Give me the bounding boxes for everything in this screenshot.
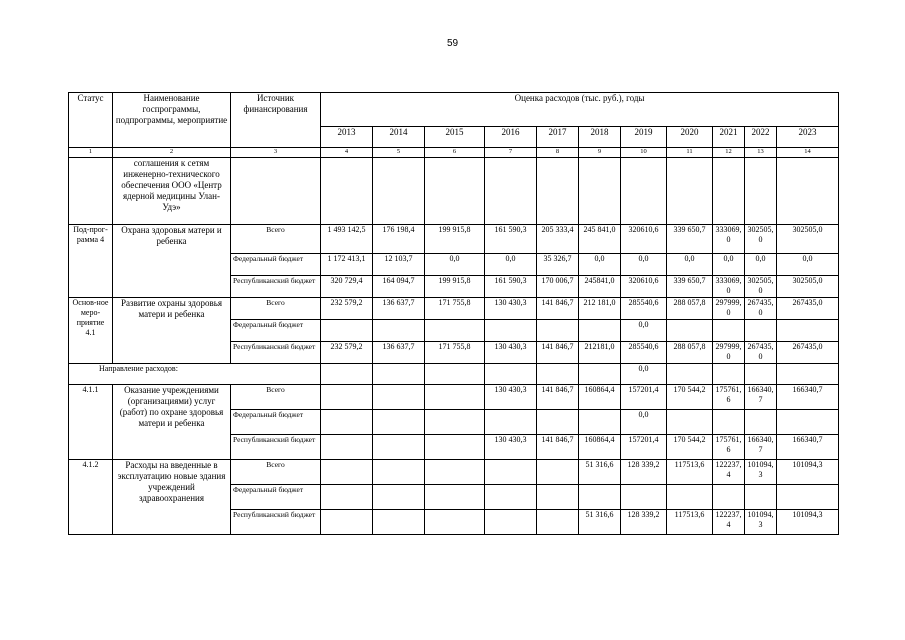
value-cell: 212 181,0 — [579, 298, 621, 320]
value-cell: 175761,6 — [713, 385, 745, 410]
value-cell: 0,0 — [777, 254, 839, 276]
value-cell: 212181,0 — [579, 342, 621, 364]
column-number: 10 — [621, 148, 667, 158]
value-cell: 176 198,4 — [373, 225, 425, 254]
year-header: 2014 — [373, 127, 425, 148]
value-cell — [373, 485, 425, 510]
funding-source: Федеральный бюджет — [231, 410, 321, 435]
value-cell: 267435,0 — [777, 342, 839, 364]
column-number: 1 — [69, 148, 113, 158]
value-cell: 0,0 — [745, 254, 777, 276]
value-cell: 175761,6 — [713, 435, 745, 460]
year-header: 2019 — [621, 127, 667, 148]
value-cell — [425, 320, 485, 342]
value-cell: 122237,4 — [713, 510, 745, 535]
value-cell: 141 846,7 — [537, 385, 579, 410]
year-header: 2022 — [745, 127, 777, 148]
table-row — [69, 460, 839, 485]
value-cell: 0,0 — [667, 254, 713, 276]
value-cell: 267435,0 — [745, 342, 777, 364]
value-cell: 166340,7 — [777, 435, 839, 460]
value-cell — [373, 435, 425, 460]
value-cell: 339 650,7 — [667, 225, 713, 254]
value-cell — [485, 410, 537, 435]
value-cell: 199 915,8 — [425, 276, 485, 298]
value-cell: 333069,0 — [713, 225, 745, 254]
value-cell — [537, 510, 579, 535]
value-cell — [373, 410, 425, 435]
value-cell — [321, 320, 373, 342]
value-cell — [537, 410, 579, 435]
value-cell — [537, 364, 579, 385]
value-cell: 157201,4 — [621, 385, 667, 410]
header-source: Источник финансирования — [231, 93, 321, 148]
value-cell — [621, 485, 667, 510]
value-cell: 320 729,4 — [321, 276, 373, 298]
value-cell: 161 590,3 — [485, 276, 537, 298]
value-cell — [777, 485, 839, 510]
header-name: Наименование госпрограммы, подпрограммы, мероприятие — [113, 93, 231, 148]
budget-table — [68, 92, 839, 535]
value-cell: 160864,4 — [579, 435, 621, 460]
value-cell — [485, 510, 537, 535]
value-cell — [745, 410, 777, 435]
column-number: 14 — [777, 148, 839, 158]
value-cell: 51 316,6 — [579, 460, 621, 485]
value-cell: 0,0 — [425, 254, 485, 276]
value-cell: 0,0 — [621, 410, 667, 435]
value-cell — [537, 460, 579, 485]
value-cell — [777, 410, 839, 435]
value-cell: 285540,6 — [621, 342, 667, 364]
funding-source: Всего — [231, 385, 321, 410]
value-cell: 288 057,8 — [667, 298, 713, 320]
value-cell: 164 094,7 — [373, 276, 425, 298]
value-cell: 35 326,7 — [537, 254, 579, 276]
value-cell — [713, 410, 745, 435]
value-cell: 130 430,3 — [485, 298, 537, 320]
row-name: Развитие охраны здоровья матери и ребенка — [113, 298, 231, 364]
value-cell: 320610,6 — [621, 225, 667, 254]
value-cell: 101094,3 — [745, 460, 777, 485]
row-name: Расходы на введенные в эксплуатацию новые здания учреждений здравоохранения — [113, 460, 231, 535]
value-cell: 199 915,8 — [425, 225, 485, 254]
value-cell — [373, 364, 425, 385]
row-name: Охрана здоровья матери и ребенка — [113, 225, 231, 298]
year-header: 2021 — [713, 127, 745, 148]
value-cell: 128 339,2 — [621, 510, 667, 535]
value-cell: 136 637,7 — [373, 298, 425, 320]
value-cell — [425, 410, 485, 435]
column-number: 4 — [321, 148, 373, 158]
value-cell — [373, 460, 425, 485]
value-cell: 130 430,3 — [485, 435, 537, 460]
continuation-name: соглашения к сетям инженерно-технического обеспечения ООО «Центр ядерной медицины Улан-Удэ» — [113, 158, 231, 225]
column-number: 11 — [667, 148, 713, 158]
value-cell — [745, 320, 777, 342]
value-cell — [425, 460, 485, 485]
year-header: 2013 — [321, 127, 373, 148]
value-cell: 130 430,3 — [485, 342, 537, 364]
value-cell — [745, 485, 777, 510]
value-cell: 160864,4 — [579, 385, 621, 410]
row-status: 4.1.2 — [69, 460, 113, 535]
value-cell — [321, 460, 373, 485]
value-cell: 232 579,2 — [321, 298, 373, 320]
value-cell: 1 172 413,1 — [321, 254, 373, 276]
value-cell: 320610,6 — [621, 276, 667, 298]
value-cell: 267435,0 — [777, 298, 839, 320]
value-cell — [425, 510, 485, 535]
value-cell: 128 339,2 — [621, 460, 667, 485]
table-row — [69, 298, 839, 320]
column-number: 7 — [485, 148, 537, 158]
value-cell — [321, 364, 373, 385]
column-number: 2 — [113, 148, 231, 158]
funding-source: Федеральный бюджет — [231, 254, 321, 276]
value-cell — [485, 460, 537, 485]
value-cell — [713, 320, 745, 342]
funding-source: Федеральный бюджет — [231, 485, 321, 510]
value-cell: 0,0 — [579, 254, 621, 276]
value-cell — [745, 364, 777, 385]
value-cell: 267435,0 — [745, 298, 777, 320]
value-cell: 166340,7 — [777, 385, 839, 410]
header-estimate: Оценка расходов (тыс. руб.), годы — [321, 93, 839, 127]
value-cell — [321, 410, 373, 435]
value-cell: 101094,3 — [777, 510, 839, 535]
funding-source: Всего — [231, 298, 321, 320]
value-cell: 161 590,3 — [485, 225, 537, 254]
value-cell: 171 755,8 — [425, 342, 485, 364]
column-number: 6 — [425, 148, 485, 158]
value-cell: 302505,0 — [745, 225, 777, 254]
value-cell: 166340,7 — [745, 385, 777, 410]
value-cell: 12 103,7 — [373, 254, 425, 276]
value-cell — [485, 320, 537, 342]
value-cell: 333069,0 — [713, 276, 745, 298]
column-numbers-row — [69, 148, 839, 158]
value-cell: 0,0 — [713, 254, 745, 276]
value-cell: 0,0 — [485, 254, 537, 276]
funding-source: Всего — [231, 460, 321, 485]
value-cell: 117513,6 — [667, 510, 713, 535]
value-cell: 205 333,4 — [537, 225, 579, 254]
value-cell: 166340,7 — [745, 435, 777, 460]
continuation-row — [69, 158, 839, 225]
value-cell — [777, 364, 839, 385]
funding-source: Всего — [231, 225, 321, 254]
table-row — [69, 225, 839, 254]
value-cell — [713, 485, 745, 510]
value-cell: 0,0 — [621, 254, 667, 276]
column-number: 9 — [579, 148, 621, 158]
value-cell: 302505,0 — [745, 276, 777, 298]
column-number: 5 — [373, 148, 425, 158]
table-row — [69, 385, 839, 410]
column-number: 3 — [231, 148, 321, 158]
column-number: 13 — [745, 148, 777, 158]
value-cell: 130 430,3 — [485, 385, 537, 410]
funding-source: Республиканский бюджет — [231, 342, 321, 364]
value-cell — [537, 485, 579, 510]
value-cell — [321, 435, 373, 460]
year-header: 2016 — [485, 127, 537, 148]
value-cell — [373, 510, 425, 535]
row-name: Оказание учреждениями (организациями) услуг (работ) по охране здоровья матери и ребенка — [113, 385, 231, 460]
value-cell: 170 544,2 — [667, 385, 713, 410]
value-cell — [667, 410, 713, 435]
value-cell — [667, 364, 713, 385]
value-cell: 339 650,7 — [667, 276, 713, 298]
column-number: 8 — [537, 148, 579, 158]
year-header: 2018 — [579, 127, 621, 148]
row-status: 4.1.1 — [69, 385, 113, 460]
value-cell: 0,0 — [621, 364, 667, 385]
value-cell: 288 057,8 — [667, 342, 713, 364]
value-cell: 297999,0 — [713, 298, 745, 320]
value-cell — [373, 385, 425, 410]
value-cell — [667, 320, 713, 342]
value-cell — [579, 364, 621, 385]
value-cell: 171 755,8 — [425, 298, 485, 320]
funding-source: Республиканский бюджет — [231, 435, 321, 460]
value-cell — [485, 485, 537, 510]
value-cell: 245 841,0 — [579, 225, 621, 254]
value-cell — [579, 320, 621, 342]
direction-label: Направление расходов: — [69, 364, 321, 385]
value-cell: 245841,0 — [579, 276, 621, 298]
column-number: 12 — [713, 148, 745, 158]
value-cell — [425, 485, 485, 510]
value-cell: 122237,4 — [713, 460, 745, 485]
value-cell — [425, 364, 485, 385]
table-body — [69, 158, 839, 535]
value-cell — [667, 485, 713, 510]
value-cell: 157201,4 — [621, 435, 667, 460]
funding-source: Республиканский бюджет — [231, 276, 321, 298]
value-cell — [713, 364, 745, 385]
value-cell: 297999,0 — [713, 342, 745, 364]
value-cell — [485, 364, 537, 385]
value-cell — [579, 410, 621, 435]
value-cell: 232 579,2 — [321, 342, 373, 364]
value-cell: 302505,0 — [777, 225, 839, 254]
value-cell — [537, 320, 579, 342]
value-cell: 0,0 — [621, 320, 667, 342]
value-cell: 136 637,7 — [373, 342, 425, 364]
year-header: 2015 — [425, 127, 485, 148]
value-cell: 141 846,7 — [537, 342, 579, 364]
year-header: 2017 — [537, 127, 579, 148]
value-cell — [321, 385, 373, 410]
value-cell — [425, 385, 485, 410]
value-cell — [373, 320, 425, 342]
funding-source: Федеральный бюджет — [231, 320, 321, 342]
value-cell: 170 006,7 — [537, 276, 579, 298]
value-cell: 1 493 142,5 — [321, 225, 373, 254]
value-cell: 285540,6 — [621, 298, 667, 320]
header-status: Статус — [69, 93, 113, 148]
value-cell — [321, 510, 373, 535]
year-header: 2020 — [667, 127, 713, 148]
row-status: Основ-ное меро-приятие 4.1 — [69, 298, 113, 364]
page-number: 59 — [446, 38, 459, 49]
year-header: 2023 — [777, 127, 839, 148]
funding-source: Республиканский бюджет — [231, 510, 321, 535]
value-cell — [321, 485, 373, 510]
value-cell: 302505,0 — [777, 276, 839, 298]
value-cell: 51 316,6 — [579, 510, 621, 535]
value-cell — [777, 320, 839, 342]
value-cell — [579, 485, 621, 510]
direction-row — [69, 364, 839, 385]
value-cell — [425, 435, 485, 460]
value-cell: 170 544,2 — [667, 435, 713, 460]
value-cell: 141 846,7 — [537, 298, 579, 320]
row-status: Под-прог-рамма 4 — [69, 225, 113, 298]
value-cell: 141 846,7 — [537, 435, 579, 460]
value-cell: 117513,6 — [667, 460, 713, 485]
value-cell: 101094,3 — [745, 510, 777, 535]
value-cell: 101094,3 — [777, 460, 839, 485]
